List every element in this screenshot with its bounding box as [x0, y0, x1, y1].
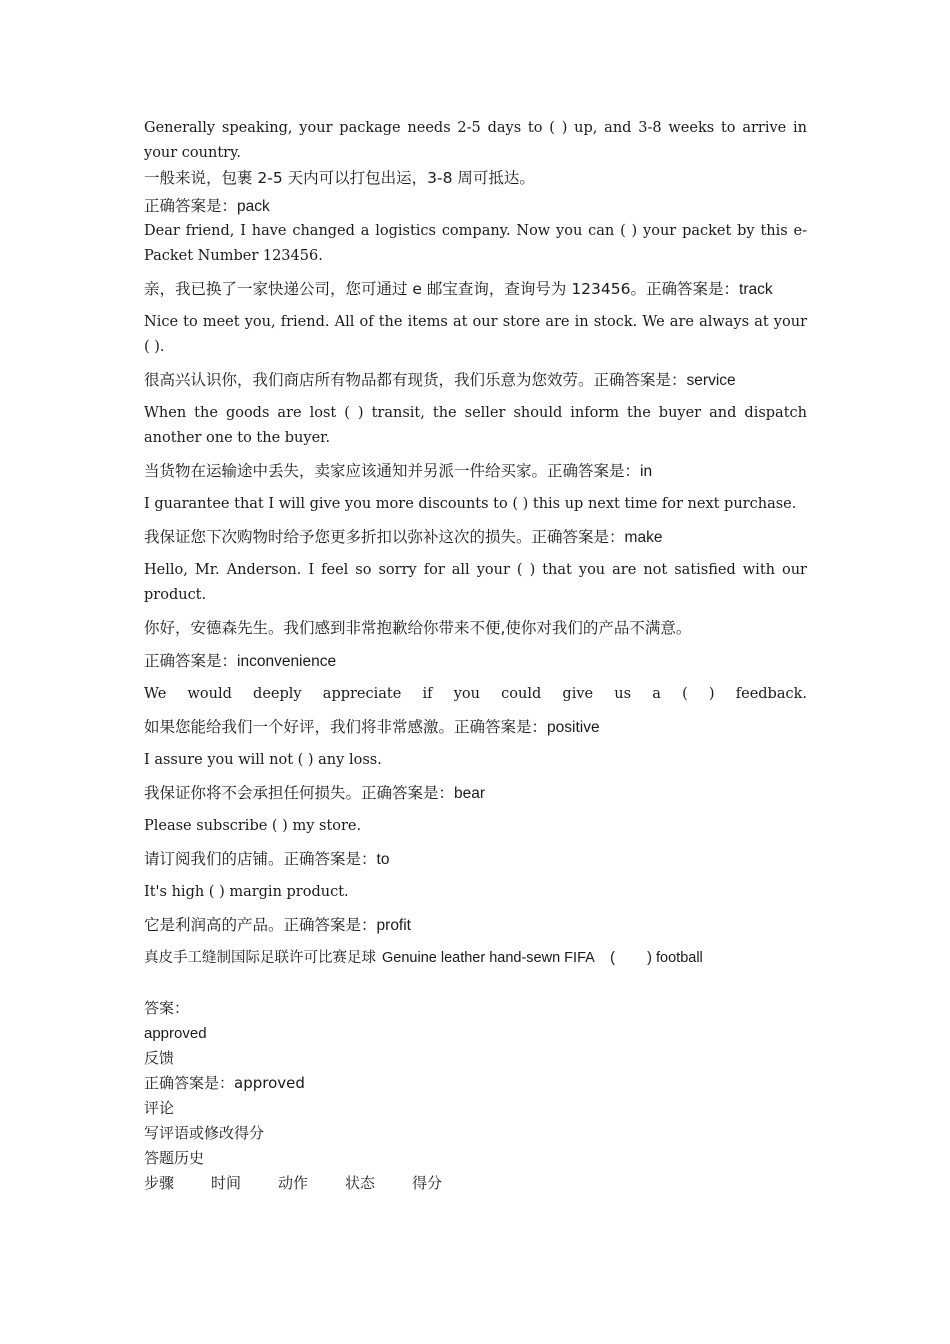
question-2-chinese-and-answer	[144, 277, 807, 302]
question-10-chinese-and-answer	[144, 913, 807, 938]
question-7-chinese-and-answer	[144, 715, 807, 740]
answer-label: 正确答案是：	[646, 280, 740, 298]
question-11-english: Genuine leather hand-sewn FIFA ( ) football	[382, 950, 703, 966]
answer-label: 正确答案是：	[283, 916, 377, 934]
answer-label: 正确答案是：	[593, 371, 687, 389]
answer-label: 正确答案是：	[547, 462, 641, 480]
question-7-chinese: 如果您能给我们一个好评，我们将非常感激。	[144, 718, 455, 736]
answer-history-heading: 答题历史	[144, 1149, 205, 1167]
question-11-chinese: 真皮手工缝制国际足联许可比赛足球	[144, 950, 376, 966]
question-6-chinese: 你好，安德森先生。我们感到非常抱歉给你带来不便,使你对我们的产品不满意。	[144, 619, 692, 637]
question-2-chinese: 亲，我已换了一家快递公司，您可通过 e 邮宝查询，查询号为 123456。	[144, 280, 646, 298]
feedback-heading: 反馈	[144, 1049, 175, 1067]
answer-label: 正确答案是：	[454, 718, 548, 736]
answer-value: to	[376, 851, 390, 868]
question-7-english: We would deeply appreciate if you could give us a ( ) feedback.	[144, 686, 807, 702]
question-3-chinese-and-answer	[144, 368, 807, 393]
column-time: 时间	[211, 1174, 242, 1192]
question-5-chinese-and-answer	[144, 525, 807, 550]
answer-value: bear	[454, 785, 486, 802]
answer-label: 正确答案是：	[144, 652, 238, 670]
question-10-english: It's high ( ) margin product.	[144, 884, 349, 900]
document-page	[144, 116, 807, 1196]
answer-value: pack	[237, 198, 270, 215]
answer-value: profit	[376, 917, 411, 934]
answer-value: positive	[547, 719, 600, 736]
question-6-english: Hello, Mr. Anderson. I feel so sorry for all your ( ) that you are not satisfied with our product.	[144, 562, 807, 603]
answer-label: 正确答案是：	[531, 528, 625, 546]
comment-heading: 评论	[144, 1099, 175, 1117]
answer-value: inconvenience	[237, 653, 337, 670]
question-4-chinese-and-answer	[144, 459, 807, 484]
question-5-english: I guarantee that I will give you more discounts to ( ) this up next time for next purchase.	[144, 496, 797, 512]
question-11	[144, 946, 807, 971]
answer-history-columns	[144, 1171, 807, 1196]
edit-comment-link[interactable]: 写评语或修改得分	[144, 1124, 265, 1142]
question-10-chinese: 它是利润高的产品。	[144, 916, 284, 934]
column-score: 得分	[412, 1174, 443, 1192]
question-6-answer	[144, 649, 807, 674]
answer-value: in	[640, 463, 653, 480]
column-status: 状态	[345, 1174, 376, 1192]
question-4-english: When the goods are lost ( ) transit, the seller should inform the buyer and dispatch another one to the buyer.	[144, 405, 807, 446]
question-1-answer	[144, 194, 807, 219]
answer-value: service	[686, 372, 736, 389]
column-action: 动作	[278, 1174, 309, 1192]
question-9-chinese: 请订阅我们的店铺。	[144, 850, 284, 868]
question-1-chinese: 一般来说，包裹 2-5 天内可以打包出运，3-8 周可抵达。	[144, 169, 535, 187]
answer-label: 正确答案是：	[283, 850, 377, 868]
question-3-english: Nice to meet you, friend. All of the items at our store are in stock. We are always at your ( ).	[144, 314, 807, 355]
answer-value: make	[624, 529, 663, 546]
answer-heading: 答案：	[144, 999, 190, 1017]
question-5-chinese: 我保证您下次购物时给予您更多折扣以弥补这次的损失。	[144, 528, 532, 546]
question-2-english: Dear friend, I have changed a logistics company. Now you can ( ) your packet by this e-Packet Number 123456.	[144, 223, 807, 264]
question-1-english: Generally speaking, your package needs 2-5 days to ( ) up, and 3-8 weeks to arrive in your country.	[144, 120, 807, 161]
answer-value: approved	[144, 1025, 207, 1042]
column-step: 步骤	[144, 1174, 175, 1192]
answer-value: track	[739, 281, 773, 298]
question-8-chinese-and-answer	[144, 781, 807, 806]
question-4-chinese: 当货物在运输途中丢失，卖家应该通知并另派一件给买家。	[144, 462, 548, 480]
question-3-chinese: 很高兴认识你，我们商店所有物品都有现货，我们乐意为您效劳。	[144, 371, 594, 389]
answer-label: 正确答案是：	[144, 197, 238, 215]
correct-answer-text: 正确答案是：approved	[144, 1074, 305, 1092]
answer-label: 正确答案是：	[361, 784, 455, 802]
question-9-english: Please subscribe ( ) my store.	[144, 818, 362, 834]
question-9-chinese-and-answer	[144, 847, 807, 872]
answer-feedback-section	[144, 996, 807, 1196]
question-8-english: I assure you will not ( ) any loss.	[144, 752, 382, 768]
question-8-chinese: 我保证你将不会承担任何损失。	[144, 784, 362, 802]
